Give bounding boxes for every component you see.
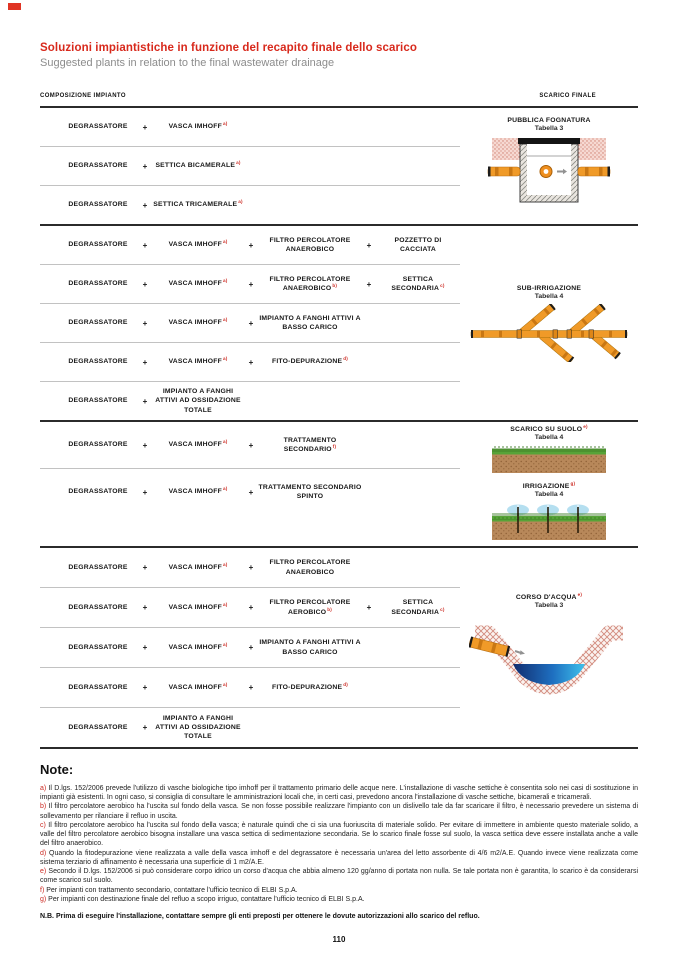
- component-cell: [152, 318, 244, 327]
- component-label: VASCA IMHOFF: [168, 280, 222, 288]
- component-label: VASCA IMHOFF: [168, 441, 222, 449]
- note-text: Il D.lgs. 152/2006 prevede l'utilizzo di vasche biologiche tipo imhoff per il trattamento primario delle acque nere. L'installazione di vasche settiche è consentita solo nei casi di sostituzione in impianti già esistenti. In ogni caso, si consiglia di consultare le amministrazioni locali che, in certi casi, prevedono ancora l'installazione di vasche settiche, bicamerali e tricamerali.: [40, 785, 639, 802]
- component-cell: [258, 436, 362, 454]
- note-ref-sup: e): [577, 592, 583, 597]
- plus-sign: +: [248, 318, 254, 328]
- notes-heading: Note:: [40, 762, 74, 777]
- component-label: DEGRASSATORE: [68, 123, 128, 131]
- component-label: VASCA IMHOFF: [168, 358, 222, 366]
- note-item: [40, 849, 638, 867]
- column-header-right: SCARICO FINALE: [539, 93, 596, 99]
- drainage-label: [510, 426, 587, 433]
- note-letter: g): [40, 895, 49, 903]
- component-cell: [58, 161, 138, 170]
- plus-sign: +: [248, 240, 254, 250]
- component-cell: [58, 487, 138, 496]
- note-ref-sup: a): [222, 239, 228, 245]
- note-letter: c): [40, 821, 49, 829]
- plus-sign: +: [142, 279, 148, 289]
- component-cell: [258, 236, 362, 254]
- subirrigation-pipes-illustration: [469, 304, 629, 362]
- note-ref-sup: a): [236, 160, 241, 166]
- note-ref-sup: a): [222, 601, 228, 607]
- drainage-panel: [460, 422, 638, 546]
- river-illustration: [469, 613, 629, 701]
- table-row: [40, 146, 460, 185]
- note-ref-sup: a): [222, 439, 228, 445]
- plus-sign: +: [142, 122, 148, 132]
- component-cell: [58, 279, 138, 288]
- note-ref-sup: d): [343, 356, 349, 362]
- note-item: [40, 867, 638, 885]
- component-label: VASCA IMHOFF: [168, 683, 222, 691]
- note-ref-sup: a): [238, 199, 243, 205]
- note-text: Il filtro percolatore aerobico ha l'uscita sul fondo della vasca. Se non fosse possibile realizzare l'impianto con un dislivello tale da far scaricare il filtro, è necessario prevedere un sistema di sollevamento per rilanciare il refluo in uscita.: [40, 803, 639, 820]
- note-text: Il filtro percolatore aerobico ha l'uscita sul fondo della vasca; è naturale quindi che ci sia una fuoriuscita di materiale solido. Per evitare di immettere in ambiente questo materiale solido, a valle del filtro percolatore aerobico bisogna installare una vasca settica di sedimentazione secondaria. Se lo scarico finale fosse sul suolo, la vasca settica deve essere installata anche a valle del filtro anaerobico.: [40, 821, 638, 848]
- component-label: DEGRASSATORE: [68, 563, 128, 571]
- drainage-panel: [460, 108, 638, 224]
- note-letter: b): [40, 803, 49, 811]
- component-label: VASCA IMHOFF: [168, 488, 222, 496]
- table-row: [40, 264, 460, 303]
- note-ref-sup: c): [440, 283, 445, 288]
- table-row: [40, 108, 460, 146]
- drainage-table-ref: Tabella 3: [534, 602, 564, 609]
- note-text: Quando la fitodepurazione viene realizzata a valle della vasca imhoff e del degrassatore è necessaria un'area del letto assorbente di 4/6 m2/A.E. Quando invece viene realizzata come sistema terziario di affinamento è necessaria una superficie di 1 m2/A.E.: [40, 849, 638, 866]
- note-ref-sup: a): [222, 486, 228, 492]
- table-row: [40, 185, 460, 224]
- component-label: SETTICA SECONDARIA: [391, 275, 440, 292]
- drainage-label-text: CORSO D'ACQUA: [515, 594, 577, 601]
- drainage-label: [523, 483, 576, 490]
- plus-sign: +: [248, 357, 254, 367]
- corner-mark: [8, 3, 21, 10]
- component-cell: [258, 314, 362, 332]
- note-letter: e): [40, 868, 49, 876]
- component-label: DEGRASSATORE: [68, 441, 128, 449]
- component-label: DEGRASSATORE: [68, 280, 128, 288]
- component-cell: [258, 357, 362, 366]
- plus-sign: +: [248, 440, 254, 450]
- component-label: DEGRASSATORE: [68, 319, 128, 327]
- table-row: [40, 468, 460, 515]
- drainage-entry: [469, 285, 629, 362]
- column-header-left: COMPOSIZIONE IMPIANTO: [40, 93, 126, 99]
- component-label: VASCA IMHOFF: [168, 603, 222, 611]
- component-label: IMPIANTO A FANGHI ATTIVI A BASSO CARICO: [259, 639, 361, 656]
- plus-sign: +: [142, 240, 148, 250]
- component-label: VASCA IMHOFF: [168, 319, 222, 327]
- component-label: FITO-DEPURAZIONE: [271, 358, 343, 366]
- table-block: [40, 420, 638, 546]
- note-ref-sup: f): [332, 444, 337, 449]
- component-cell: [152, 279, 244, 288]
- plus-sign: +: [366, 279, 372, 289]
- component-cell: [58, 723, 138, 732]
- plus-sign: +: [366, 240, 372, 250]
- component-label: IMPIANTO A FANGHI ATTIVI AD OSSIDAZIONE TOTALE: [155, 388, 241, 414]
- component-label: DEGRASSATORE: [68, 683, 128, 691]
- table-block: [40, 546, 638, 749]
- component-cell: [152, 122, 244, 131]
- component-label: VASCA IMHOFF: [168, 563, 222, 571]
- component-label: DEGRASSATORE: [68, 723, 128, 731]
- drainage-label-text: SCARICO SU SUOLO: [510, 426, 583, 433]
- note-item: [40, 802, 638, 820]
- component-label: TRATTAMENTO SECONDARIO SPINTO: [258, 483, 362, 500]
- soil-illustration: [490, 445, 608, 475]
- component-cell: [152, 683, 244, 692]
- note-item: [40, 784, 638, 802]
- table-row: [40, 627, 460, 667]
- component-label: DEGRASSATORE: [68, 488, 128, 496]
- component-cell: [258, 558, 362, 576]
- plus-sign: +: [142, 643, 148, 652]
- plus-sign: +: [142, 200, 148, 210]
- nb-line: N.B. Prima di eseguire l'installazione, contattare sempre gli enti preposti per ottenere le dovute autorizzazioni allo scarico del refluo.: [40, 913, 480, 921]
- drainage-label-text: IRRIGAZIONE: [522, 483, 570, 490]
- component-cell: [152, 161, 244, 170]
- plus-sign: +: [142, 318, 148, 328]
- note-ref-sup: e): [583, 424, 588, 429]
- component-label: FILTRO PERCOLATORE ANAEROBICO: [269, 559, 351, 576]
- note-ref-sup: c): [440, 606, 445, 612]
- component-label: DEGRASSATORE: [68, 643, 128, 651]
- table-row: [40, 342, 460, 381]
- drainage-table-ref: Tabella 4: [534, 292, 564, 300]
- note-ref-sup: a): [222, 356, 228, 362]
- drainage-label: [507, 117, 590, 124]
- block-rows: [40, 226, 460, 420]
- component-cell: [152, 387, 244, 415]
- component-label: FILTRO PERCOLATORE ANAEROBICO: [269, 275, 351, 292]
- manhole-illustration: [486, 136, 612, 210]
- note-text: Secondo il D.lgs. 152/2006 si può considerare corpo idrico un corso d'acqua che abbia almeno 120 gg/anno di portata non nulla. Se tale portata non è garantita, lo scarico è da considerarsi come scarico sul suolo.: [40, 868, 638, 885]
- block-rows: [40, 108, 460, 224]
- component-cell: [58, 200, 138, 209]
- drainage-label: [517, 285, 581, 292]
- component-cell: [152, 200, 244, 209]
- plant-table: [40, 106, 638, 749]
- component-label: VASCA IMHOFF: [168, 241, 222, 249]
- page-title: Soluzioni impiantistiche in funzione del recapito finale dello scarico: [40, 42, 417, 54]
- component-cell: [152, 714, 244, 742]
- drainage-panel: [460, 226, 638, 420]
- note-letter: a): [40, 785, 49, 792]
- drainage-entry: [486, 117, 612, 210]
- component-cell: [58, 563, 138, 572]
- table-row: [40, 226, 460, 264]
- note-ref-sup: b): [327, 606, 332, 612]
- component-label: DEGRASSATORE: [68, 603, 128, 611]
- plus-sign: +: [366, 603, 372, 612]
- component-cell: [258, 638, 362, 656]
- plus-sign: +: [248, 279, 254, 289]
- component-cell: [58, 396, 138, 405]
- irrigated-soil-illustration: [490, 502, 608, 542]
- component-cell: [258, 483, 362, 501]
- component-label: SETTICA BICAMERALE: [155, 162, 236, 170]
- component-cell: [58, 603, 138, 612]
- component-cell: [58, 122, 138, 131]
- plus-sign: +: [142, 161, 148, 171]
- component-cell: [258, 683, 362, 692]
- drainage-label: [516, 594, 582, 601]
- plus-sign: +: [142, 683, 148, 692]
- component-cell: [258, 275, 362, 293]
- component-label: FILTRO PERCOLATORE AEROBICO: [269, 599, 351, 616]
- table-block: [40, 224, 638, 420]
- component-label: SETTICA SECONDARIA: [391, 599, 440, 616]
- plus-sign: +: [142, 440, 148, 450]
- plus-sign: +: [142, 487, 148, 497]
- component-cell: [376, 236, 460, 254]
- component-label: IMPIANTO A FANGHI ATTIVI AD OSSIDAZIONE TOTALE: [155, 714, 241, 741]
- note-letter: f): [40, 886, 47, 894]
- table-row: [40, 667, 460, 707]
- note-ref-sup: a): [222, 121, 228, 127]
- component-label: VASCA IMHOFF: [168, 643, 222, 651]
- note-ref-sup: d): [343, 681, 349, 687]
- plus-sign: +: [142, 563, 148, 572]
- drainage-table-ref: Tabella 4: [534, 434, 564, 441]
- plus-sign: +: [142, 603, 148, 612]
- drainage-table-ref: Tabella 4: [534, 491, 564, 498]
- plus-sign: +: [248, 563, 254, 572]
- note-ref-sup: a): [222, 278, 228, 284]
- component-label: VASCA IMHOFF: [168, 123, 222, 131]
- component-label: SETTICA TRICAMERALE: [153, 201, 238, 209]
- note-item: [40, 886, 638, 895]
- notes-section: [40, 762, 638, 920]
- component-cell: [58, 240, 138, 249]
- component-label: DEGRASSATORE: [68, 162, 128, 170]
- component-label: FILTRO PERCOLATORE ANAEROBICO: [269, 236, 351, 253]
- note-ref-sup: a): [222, 561, 228, 567]
- note-ref-sup: b): [332, 283, 338, 288]
- component-cell: [258, 598, 362, 616]
- plus-sign: +: [248, 643, 254, 652]
- component-cell: [152, 643, 244, 652]
- plus-sign: +: [142, 357, 148, 367]
- plus-sign: +: [248, 683, 254, 692]
- component-cell: [58, 683, 138, 692]
- note-item: [40, 895, 638, 904]
- component-cell: [152, 487, 244, 496]
- notes-list: [40, 784, 638, 904]
- note-ref-sup: a): [222, 681, 228, 687]
- block-rows: [40, 548, 460, 747]
- component-label: TRATTAMENTO SECONDARIO: [283, 436, 337, 453]
- note-item: [40, 821, 638, 849]
- component-cell: [376, 598, 460, 616]
- drainage-table-ref: Tabella 3: [534, 125, 564, 132]
- note-text: Per impianti con destinazione finale del refluo a scopo irriguo, contattare l'ufficio tecnico di ELBI S.p.A.: [48, 895, 365, 903]
- drainage-label-text: SUB-IRRIGAZIONE: [516, 284, 582, 292]
- component-cell: [152, 240, 244, 249]
- page-number: 110: [332, 935, 346, 945]
- component-label: DEGRASSATORE: [68, 397, 128, 405]
- component-cell: [152, 563, 244, 572]
- component-label: IMPIANTO A FANGHI ATTIVI A BASSO CARICO: [259, 314, 361, 331]
- page-subtitle: Suggested plants in relation to the final wastewater drainage: [40, 57, 335, 69]
- note-text: Per impianti con trattamento secondario, contattare l'ufficio tecnico di ELBI S.p.A.: [46, 886, 298, 894]
- table-row: [40, 587, 460, 627]
- component-cell: [58, 357, 138, 366]
- plus-sign: +: [248, 487, 254, 497]
- component-cell: [58, 318, 138, 327]
- component-cell: [376, 275, 460, 293]
- table-block: [40, 106, 638, 224]
- plus-sign: +: [142, 723, 148, 732]
- note-ref-sup: g): [570, 481, 576, 486]
- component-cell: [152, 440, 244, 449]
- plus-sign: +: [142, 396, 148, 406]
- component-cell: [152, 357, 244, 366]
- note-letter: d): [40, 849, 50, 857]
- component-label: POZZETTO DI CACCIATA: [394, 236, 442, 253]
- drainage-panel: [460, 548, 638, 747]
- component-cell: [58, 440, 138, 449]
- component-label: FITO-DEPURAZIONE: [271, 683, 343, 691]
- component-cell: [58, 643, 138, 652]
- drainage-label-text: PUBBLICA FOGNATURA: [507, 117, 591, 124]
- block-rows: [40, 422, 460, 546]
- drainage-entry: [469, 594, 629, 701]
- drainage-entry: [490, 426, 608, 475]
- component-cell: [152, 603, 244, 612]
- component-label: DEGRASSATORE: [68, 241, 128, 249]
- table-row: [40, 303, 460, 342]
- table-row: [40, 422, 460, 468]
- note-ref-sup: a): [222, 317, 228, 323]
- note-ref-sup: a): [222, 641, 228, 647]
- table-row: [40, 381, 460, 420]
- column-headers: [40, 93, 638, 99]
- component-label: DEGRASSATORE: [68, 358, 128, 366]
- table-row: [40, 548, 460, 587]
- component-label: DEGRASSATORE: [68, 201, 128, 209]
- table-row: [40, 707, 460, 747]
- plus-sign: +: [248, 603, 254, 612]
- drainage-entry: [490, 483, 608, 542]
